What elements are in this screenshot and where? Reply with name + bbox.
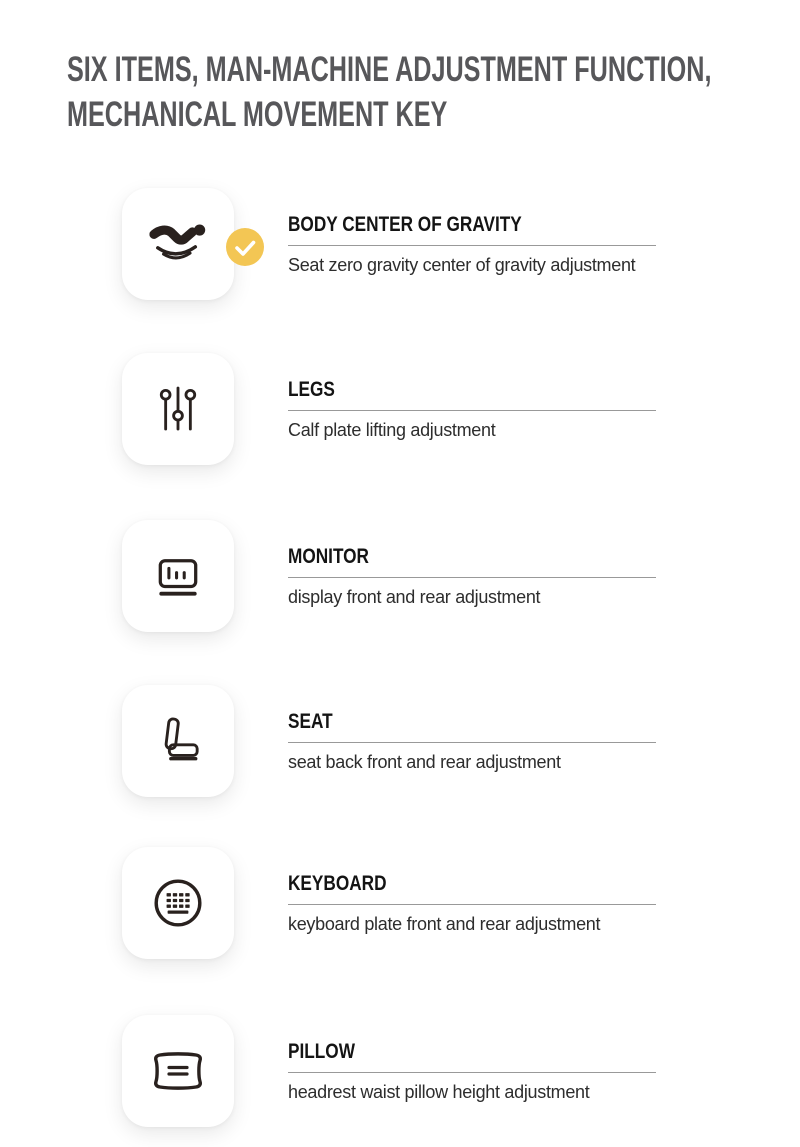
zero-gravity-icon bbox=[147, 219, 209, 269]
feature-text bbox=[288, 1040, 656, 1103]
monitor-icon bbox=[155, 554, 201, 598]
feature-description: Seat zero gravity center of gravity adjustment bbox=[288, 254, 636, 275]
icon-card bbox=[122, 1015, 234, 1127]
feature-description: Calf plate lifting adjustment bbox=[288, 419, 496, 440]
feature-text bbox=[288, 545, 656, 608]
divider-line bbox=[288, 245, 656, 246]
check-icon bbox=[226, 228, 264, 266]
sliders-icon bbox=[159, 384, 197, 434]
feature-item-legs bbox=[122, 353, 656, 465]
divider-line bbox=[288, 410, 656, 411]
feature-title: BODY CENTER OF GRAVITY bbox=[288, 212, 522, 236]
icon-card bbox=[122, 188, 234, 300]
feature-title: MONITOR bbox=[288, 544, 370, 568]
page-title-line-2: MECHANICAL MOVEMENT KEY bbox=[67, 95, 448, 134]
feature-text bbox=[288, 213, 656, 276]
feature-item-pillow bbox=[122, 1015, 656, 1127]
pillow-icon bbox=[150, 1048, 206, 1094]
page-title-line-1: SIX ITEMS, MAN-MACHINE ADJUSTMENT FUNCTION, bbox=[67, 50, 712, 89]
feature-description: keyboard plate front and rear adjustment bbox=[288, 913, 601, 934]
divider-line bbox=[288, 904, 656, 905]
divider-line bbox=[288, 742, 656, 743]
feature-description: headrest waist pillow height adjustment bbox=[288, 1081, 590, 1102]
feature-text bbox=[288, 710, 656, 773]
seat-icon bbox=[155, 716, 201, 766]
icon-card bbox=[122, 353, 234, 465]
divider-line bbox=[288, 577, 656, 578]
feature-text bbox=[288, 378, 656, 441]
feature-text bbox=[288, 872, 656, 935]
feature-item-keyboard bbox=[122, 847, 656, 959]
divider-line bbox=[288, 1072, 656, 1073]
feature-description: display front and rear adjustment bbox=[288, 586, 541, 607]
feature-title: KEYBOARD bbox=[288, 871, 387, 895]
feature-item-monitor bbox=[122, 520, 656, 632]
feature-description: seat back front and rear adjustment bbox=[288, 751, 561, 772]
page-title bbox=[67, 47, 800, 137]
icon-card bbox=[122, 520, 234, 632]
icon-card bbox=[122, 847, 234, 959]
feature-title: SEAT bbox=[288, 709, 333, 733]
feature-title: PILLOW bbox=[288, 1039, 355, 1063]
feature-item-seat bbox=[122, 685, 656, 797]
feature-item-body-center-of-gravity bbox=[122, 188, 656, 300]
keyboard-icon bbox=[151, 876, 205, 930]
check-badge bbox=[226, 228, 264, 266]
feature-title: LEGS bbox=[288, 377, 335, 401]
icon-card bbox=[122, 685, 234, 797]
